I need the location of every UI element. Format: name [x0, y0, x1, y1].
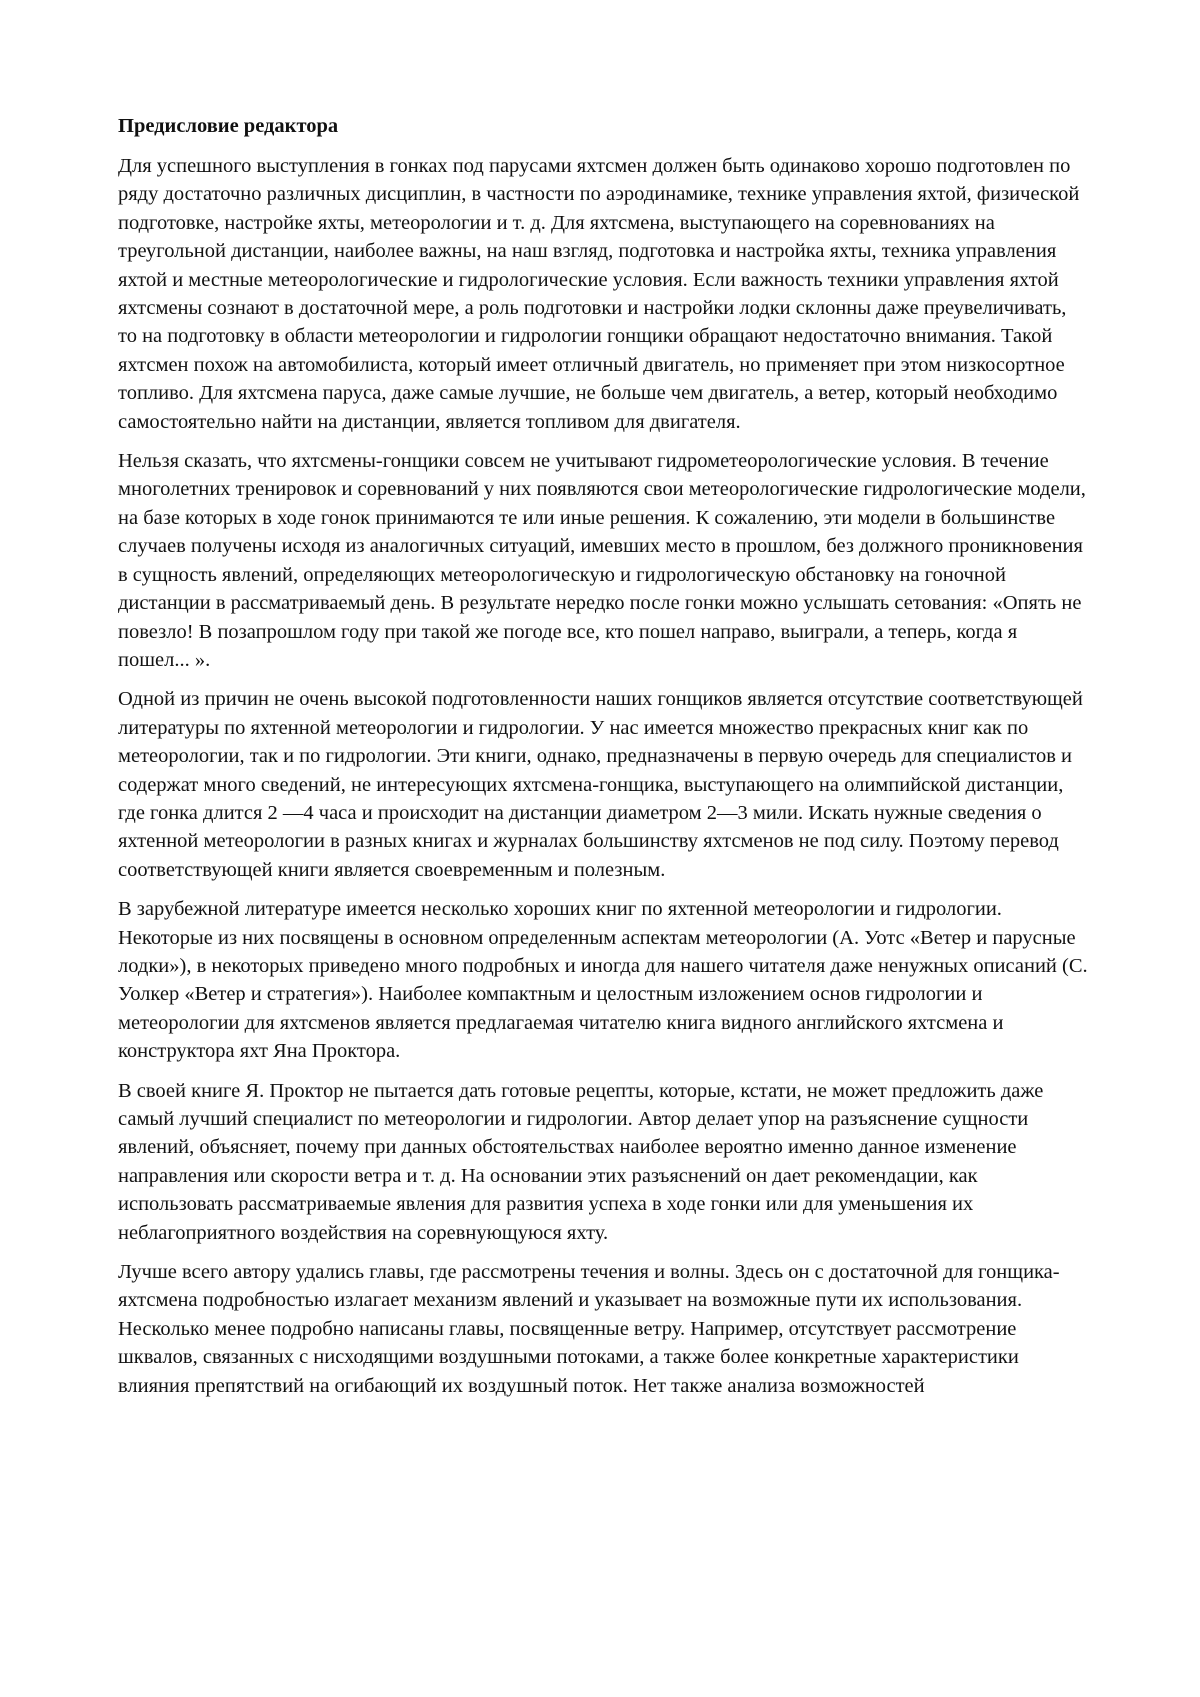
paragraph-2: Нельзя сказать, что яхтсмены-гонщики совсем не учитывают гидрометеорологические условия. В течение многолетних тренировок и соревнований у них появляются свои метеорологические гидрологические модели, на базе которых в ходе гонок принимаются те или иные решения. К сожалению, эти модели в большинстве случаев получены исходя из аналогичных ситуаций, имевших место в прошлом, без должного проникновения в сущность явлений, определяющих метеорологическую и гидрологическую обстановку на гоночной дистанции в рассматриваемый день. В результате нередко после гонки можно услышать сетования: «Опять не повезло! В позапрошлом году при такой же погоде все, кто пошел направо, выиграли, а теперь, когда я пошел... ». — [118, 447, 1090, 674]
document-page — [118, 112, 1090, 1411]
paragraph-3: Одной из причин не очень высокой подготовленности наших гонщиков является отсутствие соответствующей литературы по яхтенной метеорологии и гидрологии. У нас имеется множество прекрасных книг как по метеорологии, так и по гидрологии. Эти книги, однако, предназначены в первую очередь для специалистов и содержат много сведений, не интересующих яхтсмена-гонщика, выступающего на олимпийской дистанции, где гонка длится 2 —4 часа и происходит на дистанции диаметром 2—3 мили. Искать нужные сведения о яхтенной метеорологии в разных книгах и журналах большинству яхтсменов не под силу. Поэтому перевод соответствующей книги является своевременным и полезным. — [118, 685, 1090, 884]
paragraph-4: В зарубежной литературе имеется несколько хороших книг по яхтенной метеорологии и гидрологии. Некоторые из них посвящены в основном определенным аспектам метеорологии (А. Уотс «Ветер и парусные лодки»), в некоторых приведено много подробных и иногда для нашего читателя даже ненужных описаний (С. Уолкер «Ветер и стратегия»). Наиболее компактным и целостным изложением основ гидрологии и метеорологии для яхтсменов является предлагаемая читателю книга видного английского яхтсмена и конструктора яхт Яна Проктора. — [118, 895, 1090, 1065]
paragraph-6: Лучше всего автору удались главы, где рассмотрены течения и волны. Здесь он с достаточной для гонщика-яхтсмена подробностью излагает механизм явлений и указывает на возможные пути их использования. Несколько менее подробно написаны главы, посвященные ветру. Например, отсутствует рассмотрение шквалов, связанных с нисходящими воздушными потоками, а также более конкретные характеристики влияния препятствий на огибающий их воздушный поток. Нет также анализа возможностей — [118, 1258, 1090, 1400]
document-title: Предисловие редактора — [118, 112, 1090, 140]
paragraph-5: В своей книге Я. Проктор не пытается дать готовые рецепты, которые, кстати, не может предложить даже самый лучший специалист по метеорологии и гидрологии. Автор делает упор на разъяснение сущности явлений, объясняет, почему при данных обстоятельствах наиболее вероятно именно данное изменение направления или скорости ветра и т. д. На основании этих разъяснений он дает рекомендации, как использовать рассматриваемые явления для развития успеха в ходе гонки или для уменьшения их неблагоприятного воздействия на соревнующуюся яхту. — [118, 1077, 1090, 1247]
paragraph-1: Для успешного выступления в гонках под парусами яхтсмен должен быть одинаково хорошо подготовлен по ряду достаточно различных дисциплин, в частности по аэродинамике, технике управления яхтой, физической подготовке, настройке яхты, метеорологии и т. д. Для яхтсмена, выступающего на соревнованиях на треугольной дистанции, наиболее важны, на наш взгляд, подготовка и настройка яхты, техника управления яхтой и местные метеорологические и гидрологические условия. Если важность техники управления яхтой яхтсмены сознают в достаточной мере, а роль подготовки и настройки лодки склонны даже преувеличивать, то на подготовку в области метеорологии и гидрологии гонщики обращают недостаточно внимания. Такой яхтсмен похож на автомобилиста, который имеет отличный двигатель, но применяет при этом низкосортное топливо. Для яхтсмена паруса, даже самые лучшие, не больше чем двигатель, а ветер, который необходимо самостоятельно найти на дистанции, является топливом для двигателя. — [118, 152, 1090, 436]
